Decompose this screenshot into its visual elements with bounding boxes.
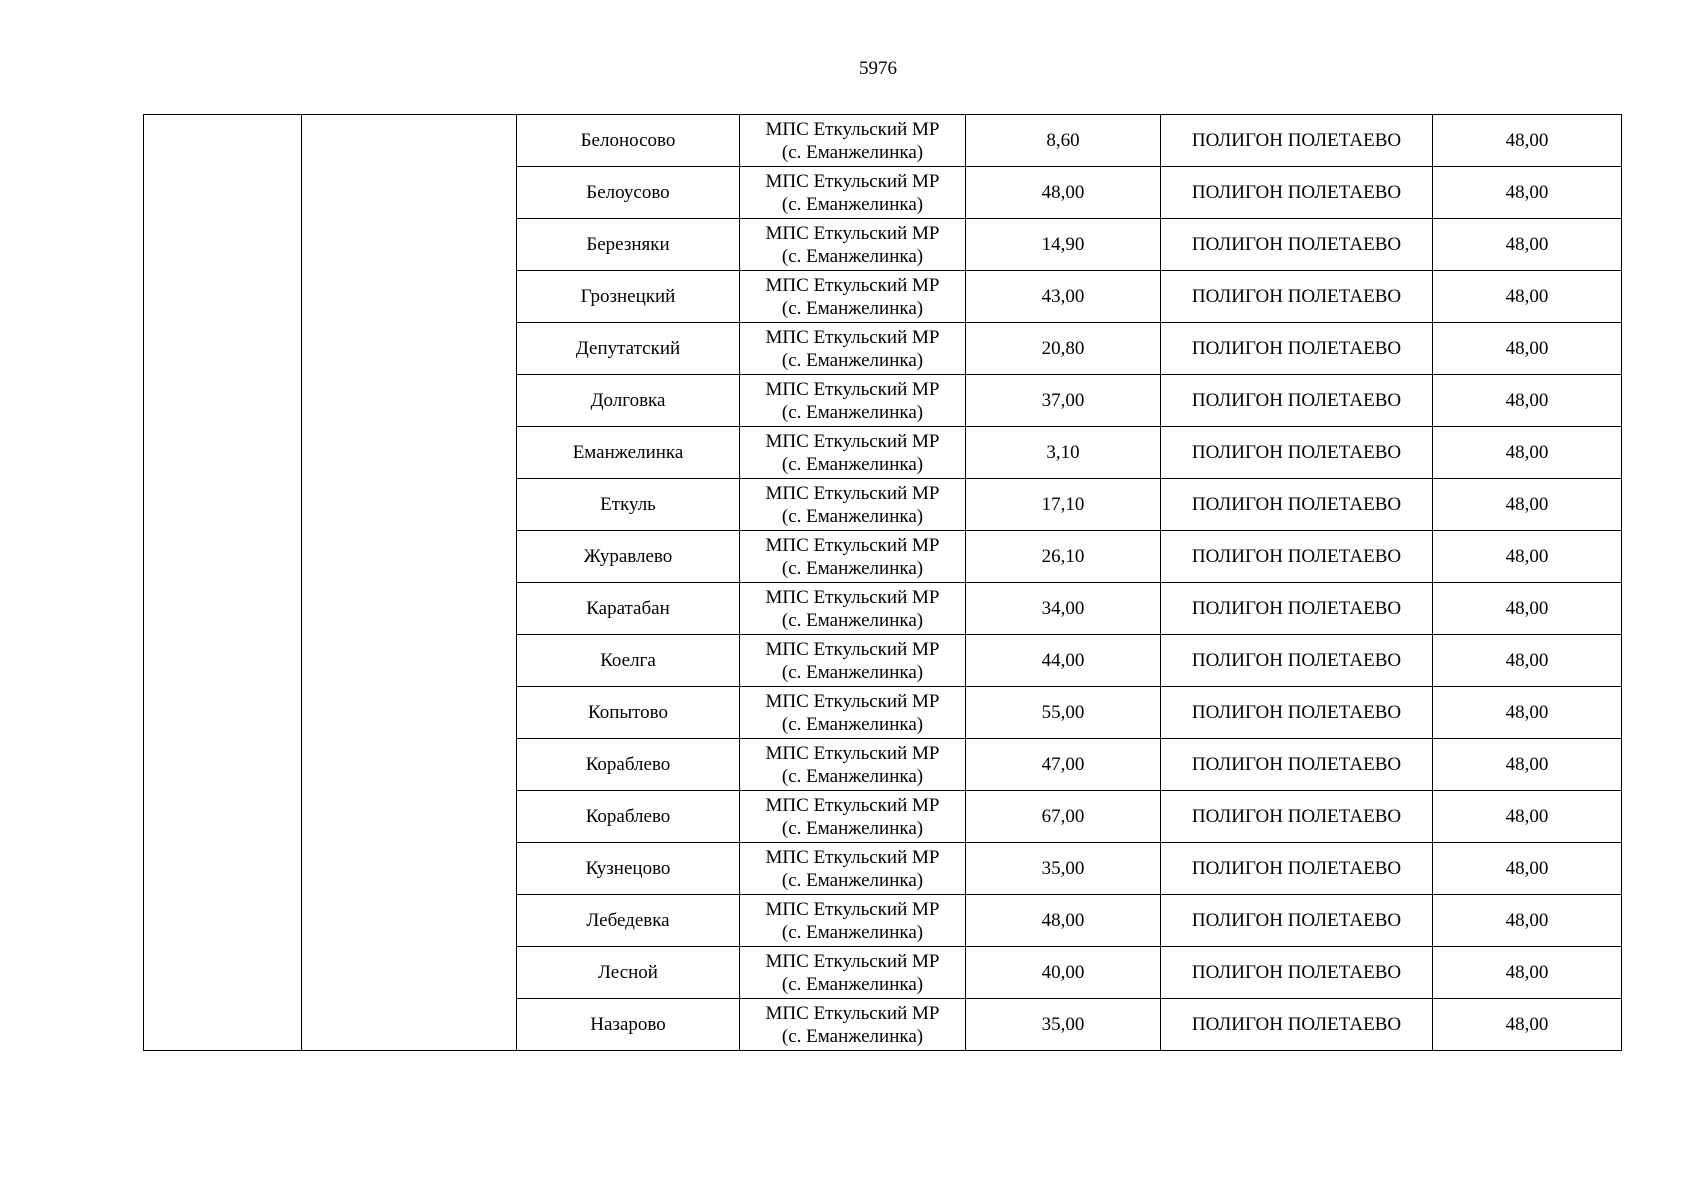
settlement-cell: Коелга	[517, 635, 740, 687]
operator-cell	[740, 167, 966, 219]
value-cell: 48,00	[1433, 895, 1622, 947]
operator-cell	[740, 531, 966, 583]
distance-cell: 47,00	[966, 739, 1161, 791]
value-cell: 48,00	[1433, 323, 1622, 375]
settlement-cell: Грознецкий	[517, 271, 740, 323]
operator-location: (с. Еманжелинка)	[781, 713, 924, 735]
operator-cell	[740, 739, 966, 791]
operator-name: МПС Еткульский МР	[765, 222, 940, 244]
value-cell: 48,00	[1433, 687, 1622, 739]
operator-location: (с. Еманжелинка)	[781, 297, 924, 319]
distance-cell: 26,10	[966, 531, 1161, 583]
page-number: 5976	[859, 58, 897, 79]
operator-name: МПС Еткульский МР	[765, 118, 940, 140]
distance-cell: 43,00	[966, 271, 1161, 323]
operator-location: (с. Еманжелинка)	[781, 557, 924, 579]
distance-cell: 37,00	[966, 375, 1161, 427]
operator-cell	[740, 687, 966, 739]
value-cell: 48,00	[1433, 375, 1622, 427]
operator-name: МПС Еткульский МР	[765, 170, 940, 192]
operator-location: (с. Еманжелинка)	[781, 869, 924, 891]
destination-cell: ПОЛИГОН ПОЛЕТАЕВО	[1161, 687, 1433, 739]
distance-cell: 55,00	[966, 687, 1161, 739]
operator-name: МПС Еткульский МР	[765, 430, 940, 452]
operator-cell	[740, 323, 966, 375]
settlement-cell: Белоусово	[517, 167, 740, 219]
operator-name: МПС Еткульский МР	[765, 638, 940, 660]
settlement-cell: Березняки	[517, 219, 740, 271]
operator-name: МПС Еткульский МР	[765, 534, 940, 556]
operator-name: МПС Еткульский МР	[765, 378, 940, 400]
settlement-cell: Еманжелинка	[517, 427, 740, 479]
operator-location: (с. Еманжелинка)	[781, 141, 924, 163]
operator-cell	[740, 479, 966, 531]
operator-name: МПС Еткульский МР	[765, 846, 940, 868]
destination-cell: ПОЛИГОН ПОЛЕТАЕВО	[1161, 167, 1433, 219]
operator-location: (с. Еманжелинка)	[781, 505, 924, 527]
distance-cell: 20,80	[966, 323, 1161, 375]
operator-cell	[740, 895, 966, 947]
destination-cell: ПОЛИГОН ПОЛЕТАЕВО	[1161, 791, 1433, 843]
settlement-cell: Белоносово	[517, 115, 740, 167]
value-cell: 48,00	[1433, 999, 1622, 1051]
operator-cell	[740, 791, 966, 843]
settlement-cell: Долговка	[517, 375, 740, 427]
operator-cell	[740, 999, 966, 1051]
operator-cell	[740, 427, 966, 479]
distance-cell: 14,90	[966, 219, 1161, 271]
distance-cell: 40,00	[966, 947, 1161, 999]
destination-cell: ПОЛИГОН ПОЛЕТАЕВО	[1161, 999, 1433, 1051]
destination-cell: ПОЛИГОН ПОЛЕТАЕВО	[1161, 427, 1433, 479]
settlement-cell: Кораблево	[517, 739, 740, 791]
operator-cell	[740, 635, 966, 687]
operator-name: МПС Еткульский МР	[765, 742, 940, 764]
operator-location: (с. Еманжелинка)	[781, 921, 924, 943]
operator-name: МПС Еткульский МР	[765, 326, 940, 348]
operator-name: МПС Еткульский МР	[765, 1002, 940, 1024]
destination-cell: ПОЛИГОН ПОЛЕТАЕВО	[1161, 739, 1433, 791]
value-cell: 48,00	[1433, 583, 1622, 635]
destination-cell: ПОЛИГОН ПОЛЕТАЕВО	[1161, 531, 1433, 583]
distance-cell: 44,00	[966, 635, 1161, 687]
operator-location: (с. Еманжелинка)	[781, 245, 924, 267]
destination-cell: ПОЛИГОН ПОЛЕТАЕВО	[1161, 895, 1433, 947]
destination-cell: ПОЛИГОН ПОЛЕТАЕВО	[1161, 375, 1433, 427]
operator-location: (с. Еманжелинка)	[781, 349, 924, 371]
operator-name: МПС Еткульский МР	[765, 950, 940, 972]
destination-cell: ПОЛИГОН ПОЛЕТАЕВО	[1161, 323, 1433, 375]
distance-cell: 8,60	[966, 115, 1161, 167]
operator-location: (с. Еманжелинка)	[781, 765, 924, 787]
operator-cell	[740, 115, 966, 167]
settlement-cell: Каратабан	[517, 583, 740, 635]
operator-cell	[740, 271, 966, 323]
operator-location: (с. Еманжелинка)	[781, 973, 924, 995]
settlement-cell: Копытово	[517, 687, 740, 739]
distance-cell: 35,00	[966, 999, 1161, 1051]
operator-location: (с. Еманжелинка)	[781, 401, 924, 423]
operator-name: МПС Еткульский МР	[765, 482, 940, 504]
distance-cell: 34,00	[966, 583, 1161, 635]
destination-cell: ПОЛИГОН ПОЛЕТАЕВО	[1161, 843, 1433, 895]
value-cell: 48,00	[1433, 427, 1622, 479]
settlement-cell: Депутатский	[517, 323, 740, 375]
destination-cell: ПОЛИГОН ПОЛЕТАЕВО	[1161, 583, 1433, 635]
operator-cell	[740, 843, 966, 895]
value-cell: 48,00	[1433, 479, 1622, 531]
empty-merged-cell-1	[144, 115, 302, 1051]
distance-cell: 35,00	[966, 843, 1161, 895]
distance-cell: 48,00	[966, 167, 1161, 219]
settlement-cell: Лесной	[517, 947, 740, 999]
operator-location: (с. Еманжелинка)	[781, 453, 924, 475]
value-cell: 48,00	[1433, 947, 1622, 999]
table-row	[144, 115, 1622, 167]
operator-location: (с. Еманжелинка)	[781, 817, 924, 839]
empty-merged-cell-2	[302, 115, 517, 1051]
value-cell: 48,00	[1433, 531, 1622, 583]
data-table	[143, 114, 1622, 1051]
operator-cell	[740, 375, 966, 427]
value-cell: 48,00	[1433, 843, 1622, 895]
value-cell: 48,00	[1433, 115, 1622, 167]
value-cell: 48,00	[1433, 791, 1622, 843]
destination-cell: ПОЛИГОН ПОЛЕТАЕВО	[1161, 947, 1433, 999]
distance-cell: 17,10	[966, 479, 1161, 531]
settlement-cell: Журавлево	[517, 531, 740, 583]
distance-cell: 48,00	[966, 895, 1161, 947]
settlement-cell: Назарово	[517, 999, 740, 1051]
destination-cell: ПОЛИГОН ПОЛЕТАЕВО	[1161, 635, 1433, 687]
value-cell: 48,00	[1433, 271, 1622, 323]
destination-cell: ПОЛИГОН ПОЛЕТАЕВО	[1161, 115, 1433, 167]
operator-cell	[740, 219, 966, 271]
settlement-cell: Кузнецово	[517, 843, 740, 895]
value-cell: 48,00	[1433, 167, 1622, 219]
settlement-cell: Лебедевка	[517, 895, 740, 947]
operator-location: (с. Еманжелинка)	[781, 609, 924, 631]
settlement-cell: Кораблево	[517, 791, 740, 843]
settlement-cell: Еткуль	[517, 479, 740, 531]
value-cell: 48,00	[1433, 219, 1622, 271]
operator-location: (с. Еманжелинка)	[781, 193, 924, 215]
operator-name: МПС Еткульский МР	[765, 794, 940, 816]
distance-cell: 3,10	[966, 427, 1161, 479]
destination-cell: ПОЛИГОН ПОЛЕТАЕВО	[1161, 479, 1433, 531]
operator-name: МПС Еткульский МР	[765, 274, 940, 296]
destination-cell: ПОЛИГОН ПОЛЕТАЕВО	[1161, 271, 1433, 323]
table-body	[144, 115, 1622, 1051]
operator-name: МПС Еткульский МР	[765, 898, 940, 920]
operator-name: МПС Еткульский МР	[765, 690, 940, 712]
value-cell: 48,00	[1433, 739, 1622, 791]
distance-cell: 67,00	[966, 791, 1161, 843]
operator-location: (с. Еманжелинка)	[781, 1025, 924, 1047]
destination-cell: ПОЛИГОН ПОЛЕТАЕВО	[1161, 219, 1433, 271]
operator-cell	[740, 583, 966, 635]
operator-location: (с. Еманжелинка)	[781, 661, 924, 683]
value-cell: 48,00	[1433, 635, 1622, 687]
operator-cell	[740, 947, 966, 999]
operator-name: МПС Еткульский МР	[765, 586, 940, 608]
